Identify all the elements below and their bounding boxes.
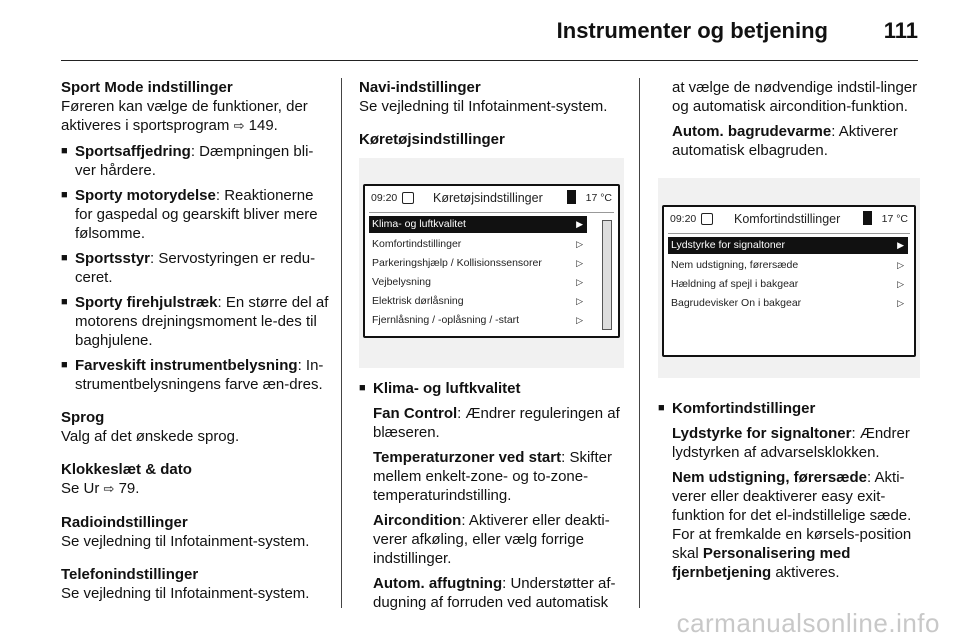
column-right-lower (658, 399, 923, 582)
reference-arrow-icon: ⇨ (233, 119, 245, 134)
column-right (658, 78, 923, 160)
body-text: Se Ur ⇨ 79. (61, 480, 140, 497)
seat-icon (567, 190, 576, 204)
menu-item[interactable]: Nem udstigning, førersæde ▷ (668, 257, 908, 274)
display-header (365, 186, 618, 212)
list-item: ■ Farveskift instrumentbelysning: In-strumentbelysningens farve æn-dres. (61, 356, 331, 394)
chevron-right-icon: ▷ (576, 277, 583, 287)
definition-entry: Autom. bagrudevarme: Aktiverer automatisk elbagruden. (672, 123, 898, 159)
display-temperature: 17 °C (585, 192, 612, 204)
chevron-right-icon: ▷ (576, 315, 583, 325)
section-heading: Klokkeslæt & dato (61, 461, 192, 478)
definition-entry: Nem udstigning, førersæde: Akti-verer eller deaktiverer easy exit-funktion for det el-indstillelige sæde. For at fremkalde en kørsels-position skal Personalisering med fjernbetjening aktiveres. (672, 469, 912, 581)
menu-item[interactable]: Klima- og luftkvalitet ▶ (369, 216, 587, 233)
body-text: Se vejledning til Infotainment-system. (359, 98, 608, 115)
list-item: ■ Sporty firehjulstræk: En større del af motorens drejningsmoment le-des til baghjulene. (61, 293, 331, 350)
definition-entry: Autom. affugtning: Understøtter af-dugning af forruden ved automatisk (373, 575, 616, 611)
clock-icon (701, 213, 713, 225)
page-header-title: Instrumenter og betjening (556, 18, 828, 43)
column-middle-lower (359, 379, 624, 612)
definition-entry: Fan Control: Ændrer reguleringen af blæseren. (373, 405, 620, 441)
column-divider (341, 78, 342, 608)
reference-arrow-icon: ⇨ (103, 482, 115, 497)
list-item: ■ Sportsaffjedring: Dæmpningen bli-ver hårdere. (61, 142, 331, 180)
chevron-right-icon: ▷ (576, 296, 583, 306)
menu-item[interactable]: Hældning af spejl i bakgear ▷ (668, 276, 908, 293)
display-divider (369, 212, 614, 213)
page-number: 111 (883, 18, 918, 43)
section-heading: Sport Mode indstillinger (61, 79, 233, 96)
chevron-right-icon: ▷ (897, 279, 904, 289)
list-item-heading: ■ Klima- og luftkvalitet (359, 379, 624, 398)
list-item: ■ Sporty motorydelse: Reaktionerne for gaspedal og gearskift bliver mere følsomme. (61, 186, 331, 243)
scrollbar[interactable] (602, 220, 612, 330)
menu-item[interactable]: Vejbelysning ▷ (369, 274, 587, 291)
section-heading: Navi-indstillinger (359, 79, 481, 96)
display-frame (662, 205, 916, 357)
chevron-right-icon: ▶ (897, 240, 904, 250)
body-text: Føreren kan vælge de funktioner, der aktiveres i sportsprogram ⇨ 149. (61, 98, 308, 134)
chevron-right-icon: ▶ (576, 219, 583, 229)
display-time: 09:20 (371, 192, 398, 204)
definition-entry: Temperaturzoner ved start: Skifter mellem enkelt-zone- og to-zone-temperaturindstilling. (373, 449, 612, 504)
menu-item[interactable]: Fjernlåsning / -oplåsning / -start ▷ (369, 312, 587, 329)
clock-icon (402, 192, 414, 204)
menu-item[interactable]: Elektrisk dørlåsning ▷ (369, 293, 587, 310)
column-divider (639, 78, 640, 608)
menu-item[interactable]: Parkeringshjælp / Kollisionssensorer ▷ (369, 255, 587, 272)
display-title: Komfortindstillinger (734, 212, 841, 226)
section-heading: Radioindstillinger (61, 514, 188, 531)
menu-item[interactable]: Bagrudevisker On i bakgear ▷ (668, 295, 908, 312)
chevron-right-icon: ▷ (576, 258, 583, 268)
body-text: at vælge de nødvendige indstil-linger og automatisk aircondition-funktion. (672, 79, 918, 115)
body-text: Se vejledning til Infotainment-system. (61, 533, 310, 550)
menu-item[interactable]: Komfortindstillinger ▷ (369, 236, 587, 253)
list-item-heading: ■ Komfortindstillinger (658, 399, 923, 418)
display-divider (668, 233, 910, 234)
display-title: Køretøjsindstillinger (433, 191, 543, 205)
column-left (61, 78, 331, 603)
body-text: Se vejledning til Infotainment-system. (61, 585, 310, 602)
chevron-right-icon: ▷ (576, 239, 583, 249)
seat-icon (863, 211, 872, 225)
section-heading: Telefonindstillinger (61, 566, 199, 583)
chevron-right-icon: ▷ (897, 298, 904, 308)
section-heading: Sprog (61, 409, 105, 426)
watermark: carmanualsonline.info (676, 608, 940, 638)
display-time: 09:20 (670, 213, 697, 225)
body-text: Valg af det ønskede sprog. (61, 428, 240, 445)
section-heading: Køretøjsindstillinger (359, 131, 505, 148)
comfort-settings-screenshot (658, 178, 920, 378)
definition-entry: Aircondition: Aktiverer eller deakti-verer afkøling, eller vælg forrige indstillinger. (373, 512, 610, 567)
definition-entry: Lydstyrke for signaltoner: Ændrer lydstyrken af advarselsklokken. (672, 425, 910, 461)
display-temperature: 17 °C (881, 213, 908, 225)
display-frame (363, 184, 620, 338)
column-middle (359, 78, 624, 149)
menu-item[interactable]: Lydstyrke for signaltoner ▶ (668, 237, 908, 254)
vehicle-settings-screenshot (359, 158, 624, 368)
header-divider (61, 60, 918, 61)
chevron-right-icon: ▷ (897, 260, 904, 270)
display-header (664, 207, 914, 233)
list-item: ■ Sportsstyr: Servostyringen er redu-ceret. (61, 249, 331, 287)
